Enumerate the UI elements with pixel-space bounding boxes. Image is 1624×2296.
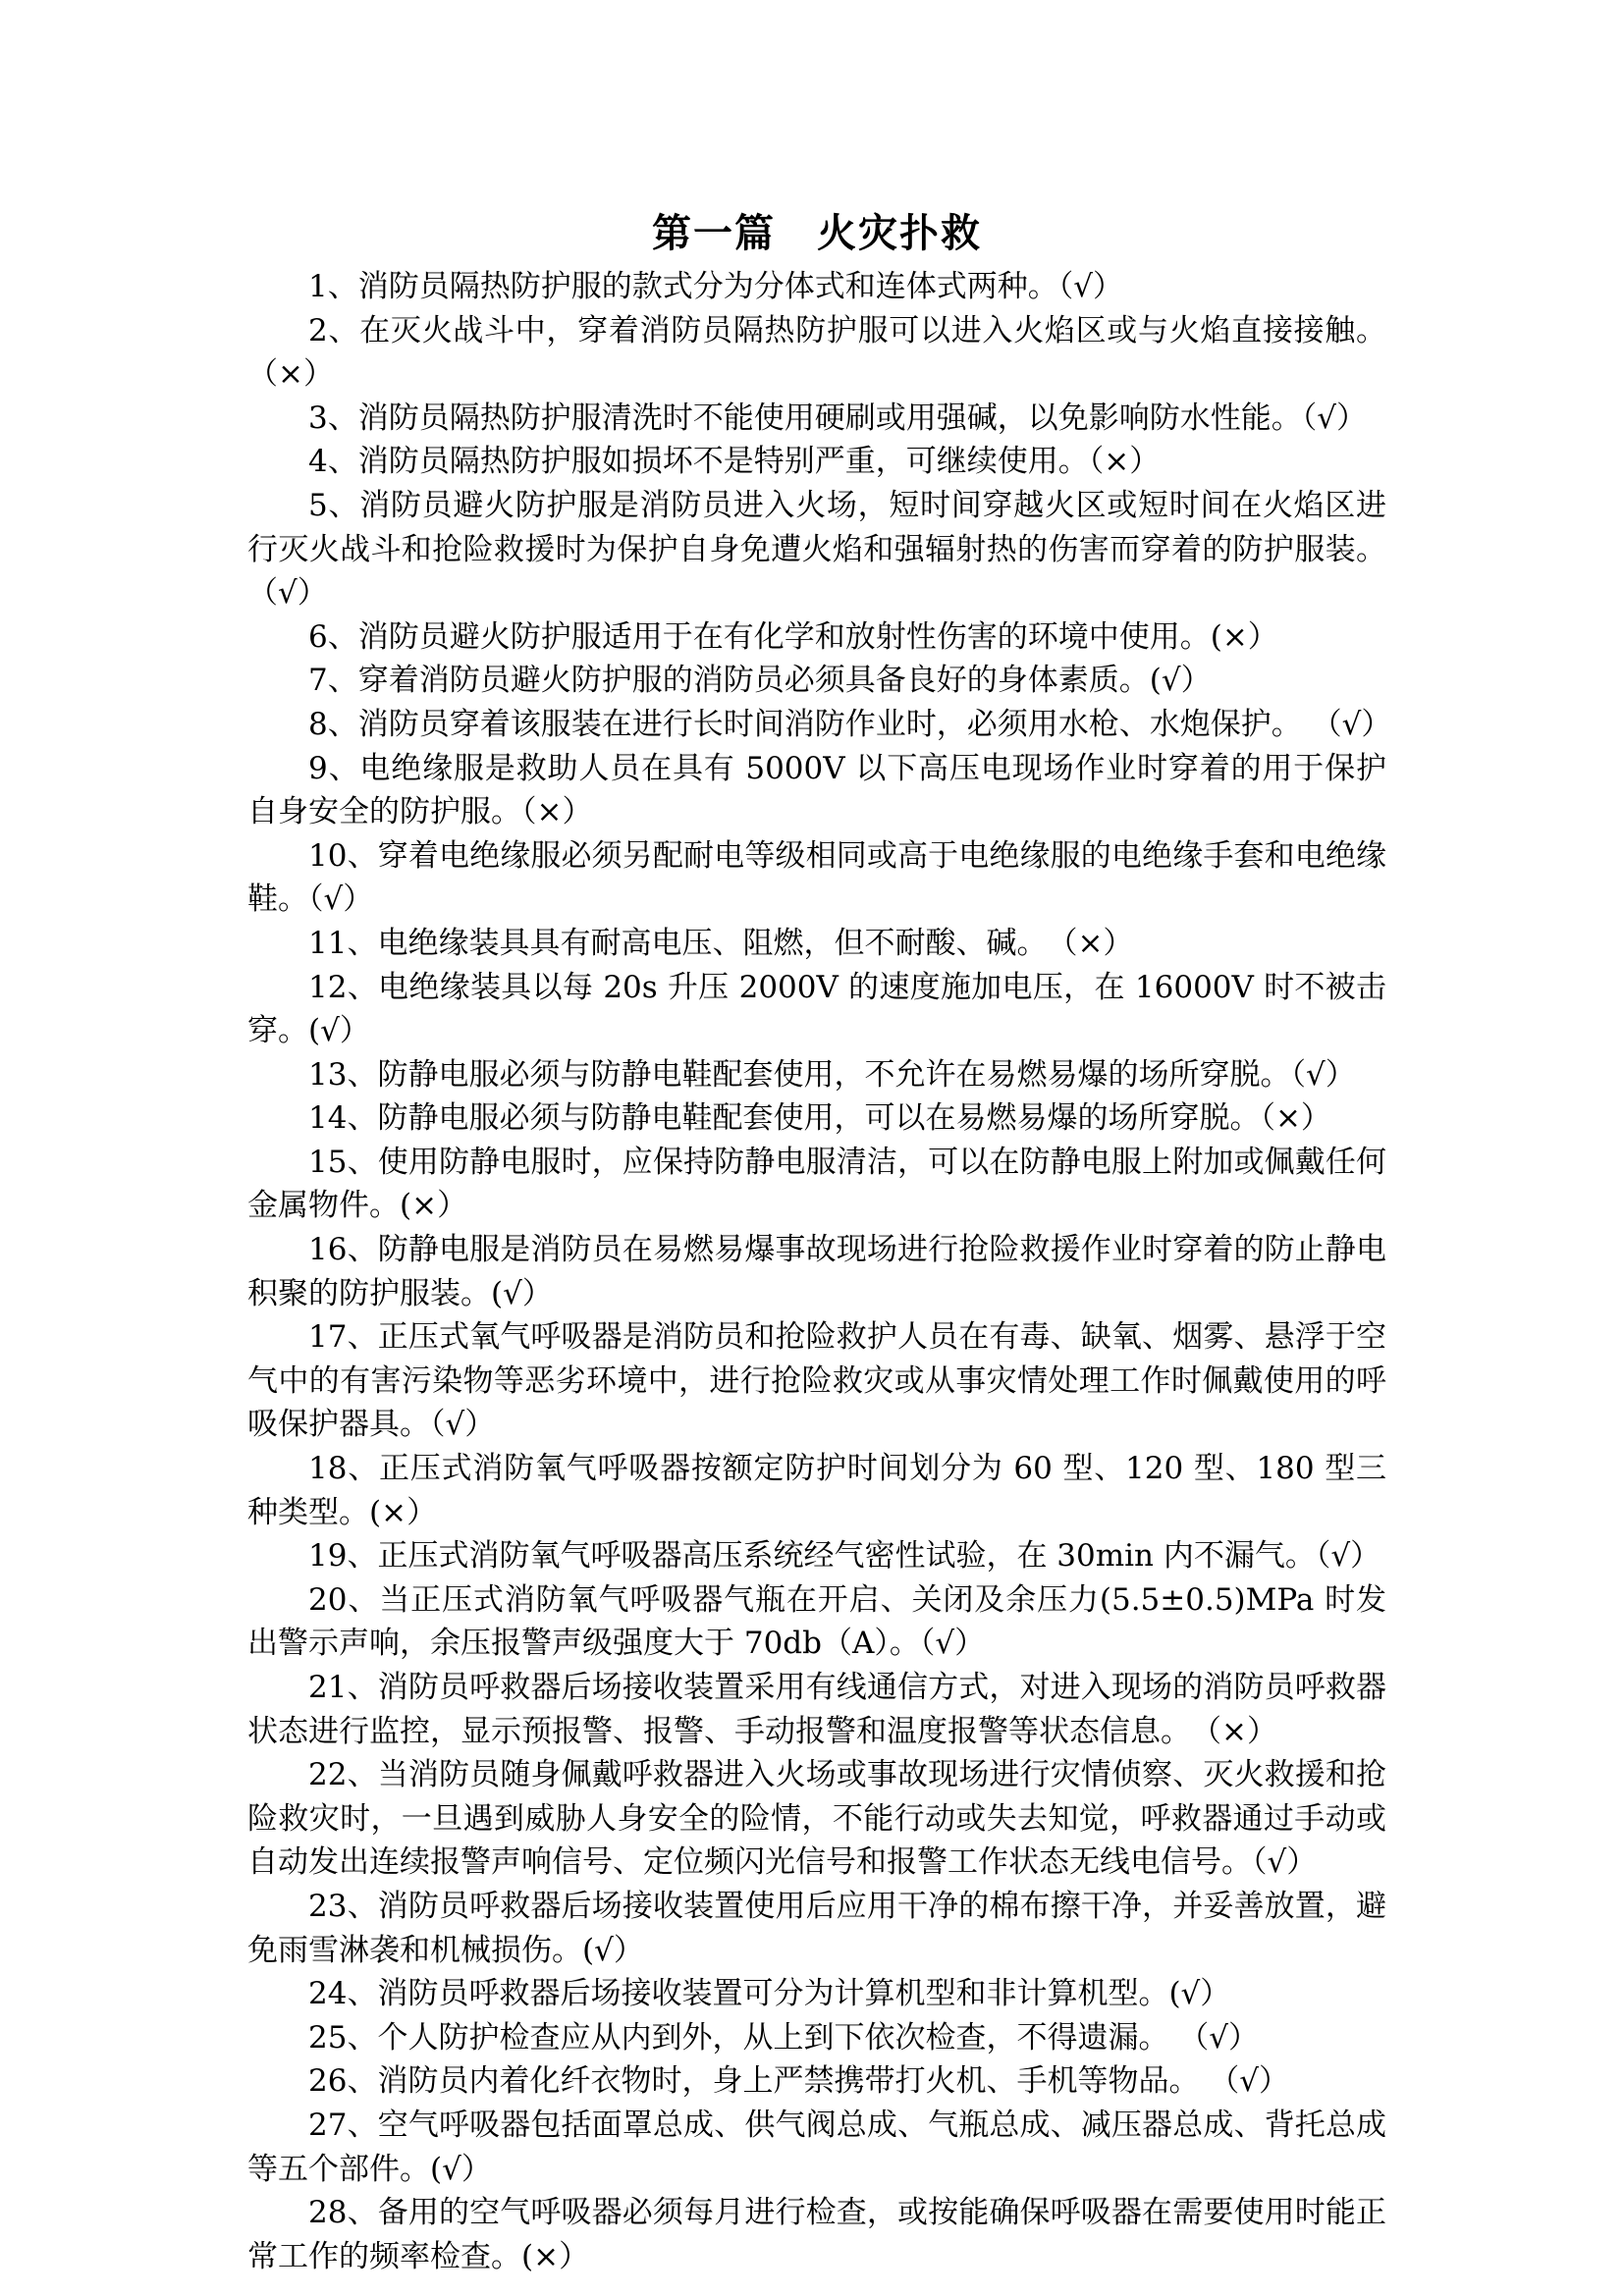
question-item: 1、消防员隔热防护服的款式分为分体式和连体式两种。（√）: [308, 269, 1123, 304]
question-item: 23、消防员呼救器后场接收装置使用后应用干净的棉布擦干净，并妥善放置，避免雨雪淋袭和机械损伤。(√）: [247, 1888, 1386, 1968]
question-list: [247, 265, 1392, 2278]
question-item: 11、电绝缘装具具有耐高电压、阻燃，但不耐酸、碱。 （×）: [308, 925, 1134, 961]
question-item: 27、空气呼吸器包括面罩总成、供气阀总成、气瓶总成、减压器总成、背托总成等五个部件。(√）: [247, 2107, 1386, 2187]
question-item: 25、个人防护检查应从内到外，从上到下依次检查，不得遗漏。 （√）: [308, 2019, 1260, 2056]
question-item: 13、防静电服必须与防静电鞋配套使用，不允许在易燃易爆的场所穿脱。（√）: [308, 1056, 1356, 1093]
question-item: 16、防静电服是消防员在易燃易爆事故现场进行抢险救援作业时穿着的防止静电积聚的防护服装。(√）: [247, 1232, 1386, 1311]
question-item: 4、消防员隔热防护服如损坏不是特别严重，可继续使用。（×）: [308, 444, 1161, 480]
question-item: 28、备用的空气呼吸器必须每月进行检查，或按能确保呼吸器在需要使用时能正常工作的频率检查。(×）: [247, 2195, 1386, 2274]
question-item: 26、消防员内着化纤衣物时，身上严禁携带打火机、手机等物品。 （√）: [308, 2063, 1290, 2100]
section-title: 第一篇 火灾扑救: [652, 211, 982, 256]
question-item: 14、防静电服必须与防静电鞋配套使用，可以在易燃易爆的场所穿脱。（×）: [308, 1100, 1331, 1137]
question-item: 5、消防员避火防护服是消防员进入火场，短时间穿越火区或短时间在火焰区进行灭火战斗和抢险救援时为保护自身免遭火焰和强辐射热的伤害而穿着的防护服装。（√）: [247, 487, 1386, 612]
question-item: 8、消防员穿着该服装在进行长时间消防作业时，必须用水枪、水炮保护。 （√）: [308, 706, 1392, 742]
question-item: 21、消防员呼救器后场接收装置采用有线通信方式，对进入现场的消防员呼救器状态进行监控，显示预报警、报警、手动报警和温度报警等状态信息。 （×）: [247, 1670, 1386, 1749]
question-item: 22、当消防员随身佩戴呼救器进入火场或事故现场进行灾情侦察、灭火救援和抢险救灾时，一旦遇到威胁人身安全的险情，不能行动或失去知觉，呼救器通过手动或自动发出连续报警声响信号、定位频闪光信号和报警工作状态无线电信号。（√）: [247, 1757, 1386, 1881]
question-item: 18、正压式消防氧气呼吸器按额定防护时间划分为 60 型、120 型、180 型三种类型。(×）: [247, 1451, 1386, 1530]
question-item: 19、正压式消防氧气呼吸器高压系统经气密性试验，在 30min 内不漏气。（√）: [308, 1538, 1381, 1575]
question-item: 24、消防员呼救器后场接收装置可分为计算机型和非计算机型。(√）: [308, 1976, 1231, 2012]
question-item: 17、正压式氧气呼吸器是消防员和抢险救护人员在有毒、缺氧、烟雾、悬浮于空气中的有害污染物等恶劣环境中，进行抢险救灾或从事灾情处理工作时佩戴使用的呼吸保护器具。（√）: [247, 1319, 1386, 1443]
question-item: 7、穿着消防员避火防护服的消防员必须具备良好的身体素质。(√）: [308, 663, 1212, 699]
question-item: 3、消防员隔热防护服清洗时不能使用硬刷或用强碱，以免影响防水性能。（√）: [308, 400, 1367, 436]
question-item: 15、使用防静电服时，应保持防静电服清洁，可以在防静电服上附加或佩戴任何金属物件。(×）: [247, 1144, 1386, 1224]
question-item: 20、当正压式消防氧气呼吸器气瓶在开启、关闭及余压力(5.5±0.5)MPa 时发出警示声响，余压报警声级强度大于 70db（A）。（√）: [247, 1581, 1386, 1662]
question-item: 6、消防员避火防护服适用于在有化学和放射性伤害的环境中使用。(×）: [308, 618, 1278, 655]
question-item: 2、在灭火战斗中，穿着消防员隔热防护服可以进入火焰区或与火焰直接接触。（×）: [247, 312, 1386, 393]
question-item: 10、穿着电绝缘服必须另配耐电等级相同或高于电绝缘服的电绝缘手套和电绝缘鞋。（√）: [247, 837, 1386, 918]
question-item: 9、电绝缘服是救助人员在具有 5000V 以下高压电现场作业时穿着的用于保护自身安全的防护服。（×）: [247, 750, 1386, 830]
document-page: [247, 208, 1392, 2278]
question-item: 12、电绝缘装具以每 20s 升压 2000V 的速度施加电压，在 16000V 时不被击穿。(√）: [247, 969, 1386, 1049]
